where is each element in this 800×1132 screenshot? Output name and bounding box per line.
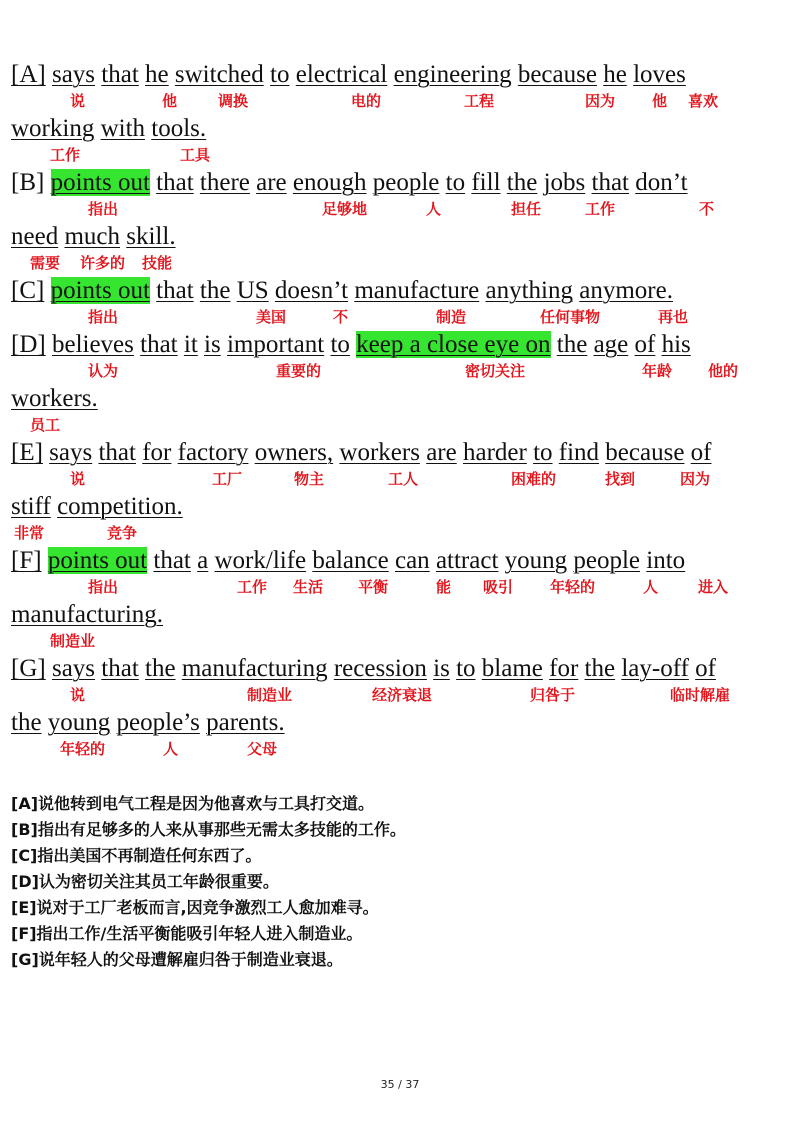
english-word: to [456, 655, 476, 682]
chinese-gloss-line [0, 253, 800, 275]
english-word: the [145, 655, 176, 682]
chinese-gloss: 竞争 [107, 524, 138, 542]
chinese-gloss: 因为 [585, 92, 616, 110]
english-word: that [101, 61, 139, 88]
english-word: jobs [543, 169, 586, 196]
english-line [11, 114, 780, 144]
chinese-gloss: 说 [70, 92, 86, 110]
english-word: engineering [393, 61, 512, 88]
chinese-gloss: 找到 [605, 470, 636, 488]
english-word: [G] [11, 655, 46, 682]
english-word: that [101, 655, 139, 682]
chinese-gloss: 平衡 [358, 578, 389, 596]
english-line [11, 492, 780, 522]
english-word: anything [485, 277, 574, 304]
english-word: anymore. [579, 277, 673, 304]
chinese-gloss: 指出 [88, 308, 119, 326]
chinese-gloss: 人 [643, 578, 659, 596]
chinese-gloss: 足够地 [322, 200, 368, 218]
english-word: need [11, 223, 59, 250]
english-word: to [330, 331, 350, 358]
english-word: fill [471, 169, 501, 196]
chinese-gloss: 物主 [294, 470, 325, 488]
english-word: his [661, 331, 691, 358]
chinese-gloss: 工厂 [212, 470, 243, 488]
english-word: don’t [635, 169, 688, 196]
english-line [11, 654, 780, 684]
english-word: he [145, 61, 169, 88]
chinese-gloss: 制造业 [247, 686, 293, 704]
english-word: because [605, 439, 685, 466]
english-word: says [49, 439, 93, 466]
chinese-gloss: 需要 [30, 254, 61, 272]
chinese-gloss-line [0, 523, 800, 545]
chinese-gloss: 年龄 [642, 362, 673, 380]
english-line [11, 60, 780, 90]
chinese-gloss: 工人 [388, 470, 419, 488]
english-word: are [426, 439, 457, 466]
chinese-gloss: 制造 [436, 308, 467, 326]
english-word: to [533, 439, 553, 466]
page-number: 35 / 37 [380, 1078, 420, 1091]
chinese-gloss: 年轻的 [550, 578, 596, 596]
english-word: says [51, 61, 96, 88]
english-line [11, 600, 780, 630]
english-word: to [445, 169, 466, 196]
english-word: tools. [151, 115, 207, 142]
summary-line: [A]说他转到电气工程是因为他喜欢与工具打交道。 [11, 794, 375, 813]
english-word: enough [292, 169, 367, 196]
chinese-gloss: 不 [333, 308, 349, 326]
highlighted-phrase: points out [47, 547, 148, 574]
chinese-gloss: 任何事物 [540, 308, 601, 326]
english-word: to [270, 61, 290, 88]
chinese-gloss-line [0, 91, 800, 113]
english-word: with [100, 115, 146, 142]
english-word: age [593, 331, 629, 358]
chinese-gloss: 不 [699, 200, 715, 218]
english-word: skill. [126, 223, 176, 250]
chinese-gloss-line [0, 631, 800, 653]
english-word: of [695, 655, 716, 682]
translation-summary [11, 791, 406, 973]
english-word: he [603, 61, 627, 88]
english-word: working [11, 115, 95, 142]
english-word: says [51, 655, 96, 682]
chinese-gloss: 临时解雇 [670, 686, 731, 704]
chinese-gloss: 密切关注 [465, 362, 526, 380]
english-word: find [558, 439, 600, 466]
english-word: into [646, 547, 686, 574]
chinese-gloss: 困难的 [511, 470, 557, 488]
chinese-gloss: 工作 [50, 146, 81, 164]
chinese-gloss: 进入 [698, 578, 729, 596]
english-word: work/life [214, 547, 307, 574]
english-word: people [372, 169, 440, 196]
chinese-gloss: 工作 [237, 578, 268, 596]
english-word: switched [174, 61, 264, 88]
english-word: workers. [11, 385, 98, 412]
chinese-gloss: 美国 [256, 308, 287, 326]
english-line [11, 168, 780, 198]
highlighted-phrase: keep a close eye on [356, 331, 551, 358]
english-word: blame [481, 655, 543, 682]
english-word: competition. [57, 493, 183, 520]
chinese-gloss: 喜欢 [688, 92, 719, 110]
chinese-gloss: 他 [162, 92, 178, 110]
chinese-gloss-line [0, 307, 800, 329]
chinese-gloss: 再也 [658, 308, 689, 326]
english-word: young [504, 547, 568, 574]
chinese-gloss: 指出 [88, 200, 119, 218]
english-word: lay-off [621, 655, 689, 682]
summary-line: [B]指出有足够多的人来从事那些无需太多技能的工作。 [11, 820, 406, 839]
english-word: doesn’t [274, 277, 349, 304]
chinese-gloss: 他 [652, 92, 668, 110]
english-line [11, 276, 780, 306]
english-word: factory [177, 439, 249, 466]
chinese-gloss: 他的 [708, 362, 739, 380]
chinese-gloss: 制造业 [50, 632, 96, 650]
english-word: the [556, 331, 588, 358]
chinese-gloss: 工程 [464, 92, 495, 110]
english-word: the [11, 709, 42, 736]
chinese-gloss: 因为 [680, 470, 711, 488]
english-word: balance [312, 547, 389, 574]
highlighted-phrase: points out [50, 277, 150, 304]
chinese-gloss: 许多的 [80, 254, 126, 272]
chinese-gloss: 电的 [351, 92, 382, 110]
chinese-gloss: 经济衰退 [372, 686, 433, 704]
english-word: is [204, 331, 221, 358]
english-word: [C] [11, 277, 45, 304]
english-word: people’s [116, 709, 200, 736]
summary-line: [C]指出美国不再制造任何东西了。 [11, 846, 262, 865]
english-word: are [256, 169, 287, 196]
english-word: stiff [11, 493, 51, 520]
english-word: the [506, 169, 538, 196]
chinese-gloss: 年轻的 [60, 740, 106, 758]
english-word: workers [339, 439, 420, 466]
english-word: a [197, 547, 209, 574]
chinese-gloss: 父母 [247, 740, 278, 758]
english-word: [E] [11, 439, 43, 466]
english-word: for [142, 439, 172, 466]
english-word: manufacture [354, 277, 480, 304]
english-word: that [156, 277, 194, 304]
chinese-gloss-line [0, 361, 800, 383]
english-word: electrical [295, 61, 388, 88]
english-word: manufacturing. [11, 601, 164, 628]
english-word: the [199, 277, 231, 304]
english-word: that [156, 169, 194, 196]
english-word: attract [435, 547, 499, 574]
chinese-gloss-line [0, 415, 800, 437]
chinese-gloss: 工具 [180, 146, 211, 164]
chinese-gloss: 说 [70, 470, 86, 488]
chinese-gloss: 技能 [142, 254, 173, 272]
english-word: parents. [206, 709, 285, 736]
chinese-gloss: 指出 [88, 578, 119, 596]
chinese-gloss-line [0, 577, 800, 599]
english-line [11, 546, 780, 576]
chinese-gloss-line [0, 469, 800, 491]
english-word: important [226, 331, 325, 358]
summary-line: [G]说年轻人的父母遭解雇归咎于制造业衰退。 [11, 950, 343, 969]
english-word: that [140, 331, 178, 358]
chinese-gloss: 说 [70, 686, 86, 704]
english-word: recession [333, 655, 427, 682]
chinese-gloss: 人 [163, 740, 179, 758]
english-word: young [47, 709, 111, 736]
english-word: can [394, 547, 430, 574]
english-word: loves [633, 61, 686, 88]
english-word: [B] [11, 169, 45, 196]
chinese-gloss: 工作 [585, 200, 616, 218]
english-word: for [549, 655, 579, 682]
chinese-gloss: 调换 [218, 92, 249, 110]
english-word: US [236, 277, 269, 304]
chinese-gloss: 归咎于 [530, 686, 576, 704]
chinese-gloss: 吸引 [483, 578, 514, 596]
english-word: the [584, 655, 616, 682]
chinese-gloss: 人 [426, 200, 442, 218]
english-word: of [634, 331, 656, 358]
english-word: harder [462, 439, 527, 466]
english-line [11, 222, 780, 252]
chinese-gloss: 生活 [293, 578, 324, 596]
english-word: [D] [11, 331, 46, 358]
english-word: that [98, 439, 136, 466]
english-word: that [591, 169, 630, 196]
english-word: [A] [11, 61, 46, 88]
english-line [11, 438, 780, 468]
english-line [11, 384, 780, 414]
english-line [11, 330, 780, 360]
english-word: believes [51, 331, 134, 358]
chinese-gloss-line [0, 199, 800, 221]
english-word: people [573, 547, 641, 574]
summary-line: [D]认为密切关注其员工年龄很重要。 [11, 872, 279, 891]
chinese-gloss: 担任 [511, 200, 542, 218]
english-word: much [64, 223, 120, 250]
english-word: [F] [11, 547, 42, 574]
english-word: it [183, 331, 198, 358]
chinese-gloss: 重要的 [276, 362, 322, 380]
english-word: of [690, 439, 712, 466]
english-word: manufacturing [181, 655, 328, 682]
english-word: there [199, 169, 250, 196]
english-word: because [517, 61, 597, 88]
chinese-gloss: 员工 [30, 416, 61, 434]
summary-line: [E]说对于工厂老板而言,因竞争激烈工人愈加难寻。 [11, 898, 379, 917]
chinese-gloss: 能 [436, 578, 452, 596]
summary-line: [F]指出工作/生活平衡能吸引年轻人进入制造业。 [11, 924, 363, 943]
english-word: is [433, 655, 450, 682]
english-line [11, 708, 780, 738]
english-word: owners, [254, 439, 334, 466]
chinese-gloss-line [0, 685, 800, 707]
chinese-gloss: 认为 [88, 362, 119, 380]
chinese-gloss-line [0, 739, 800, 761]
english-word: that [153, 547, 191, 574]
chinese-gloss-line [0, 145, 800, 167]
highlighted-phrase: points out [50, 169, 150, 196]
chinese-gloss: 非常 [14, 524, 45, 542]
